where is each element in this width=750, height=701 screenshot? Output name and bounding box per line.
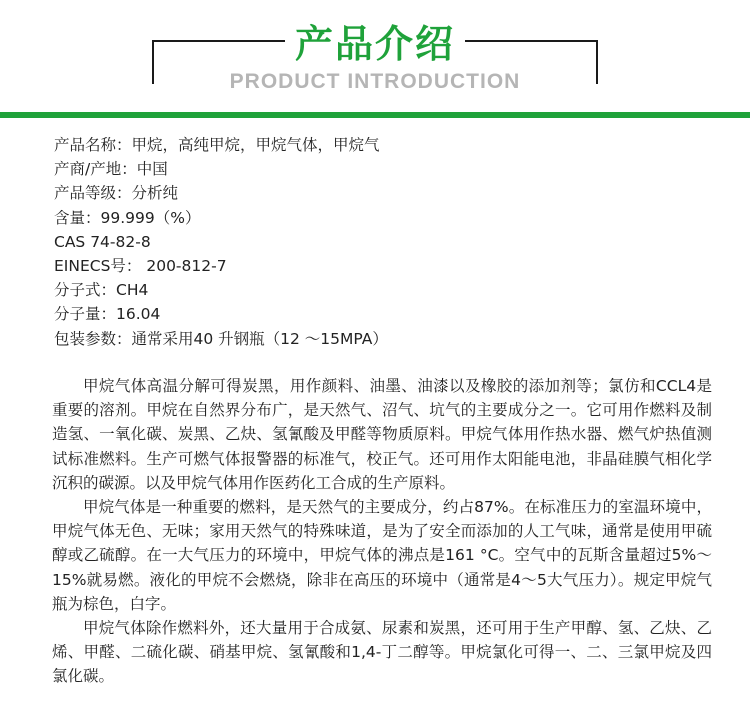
section-header xyxy=(0,0,750,118)
spec-molecular-weight: 分子量：16.04 xyxy=(54,305,161,324)
spec-product-name: 产品名称：甲烷，高纯甲烷，甲烷气体，甲烷气 xyxy=(54,136,380,154)
spec-content: 含量：99.999（%） xyxy=(54,208,201,227)
paragraph-properties: 甲烷气体是一种重要的燃料，是天然气的主要成分，约占87%。在标准压力的室温环境中，甲烷气体无色、无味；家用天然气的特殊味道，是为了安全而添加的人工气味，通常是使用甲硫醇或乙硫醇。在一大气压力的环境中，甲烷气体的沸点是161 °C。空气中的瓦斯含量超过5%～15%就易燃。液化的甲烷不会燃烧，除非在高压的环境中（通常是4～5大气压力）。规定甲烷气瓶为棕色，白字。 xyxy=(52,498,712,613)
section-title-en-text: PRODUCT INTRODUCTION xyxy=(222,70,529,93)
section-title-cn xyxy=(0,22,750,66)
spec-origin: 产商/产地：中国 xyxy=(54,160,168,179)
spec-grade: 产品等级：分析纯 xyxy=(54,184,179,203)
section-title-cn-text: 产品介绍 xyxy=(285,22,465,66)
spec-packaging: 包装参数：通常采用40 升钢瓶（12 ～15MPA） xyxy=(54,329,388,348)
spec-formula: 分子式：CH4 xyxy=(54,281,149,300)
section-title-en xyxy=(0,68,750,96)
accent-divider xyxy=(0,112,750,118)
spec-cas: CAS 74-82-8 xyxy=(54,232,151,251)
paragraph-applications: 甲烷气体除作燃料外，还大量用于合成氨、尿素和炭黑，还可用于生产甲醇、氢、乙炔、乙烯、甲醛、二硫化碳、硝基甲烷、氢氰酸和1,4-丁二醇等。甲烷氯化可得一、二、三氯甲烷及四氯化碳。 xyxy=(52,619,712,686)
spec-list xyxy=(54,133,714,351)
paragraph-uses: 甲烷气体高温分解可得炭黑，用作颜料、油墨、油漆以及橡胶的添加剂等；氯仿和CCL4是重要的溶剂。甲烷在自然界分布广，是天然气、沼气、坑气的主要成分之一。它可用作燃料及制造氢、一氧化碳、炭黑、乙炔、氢氰酸及甲醛等物质原料。甲烷气体用作热水器、燃气炉热值测试标准燃料。生产可燃气体报警器的标准气，校正气。还可用作太阳能电池，非晶硅膜气相化学沉积的碳源。以及甲烷气体用作医药化工合成的生产原料。 xyxy=(52,377,712,492)
spec-einecs: EINECS号： 200-812-7 xyxy=(54,257,227,276)
